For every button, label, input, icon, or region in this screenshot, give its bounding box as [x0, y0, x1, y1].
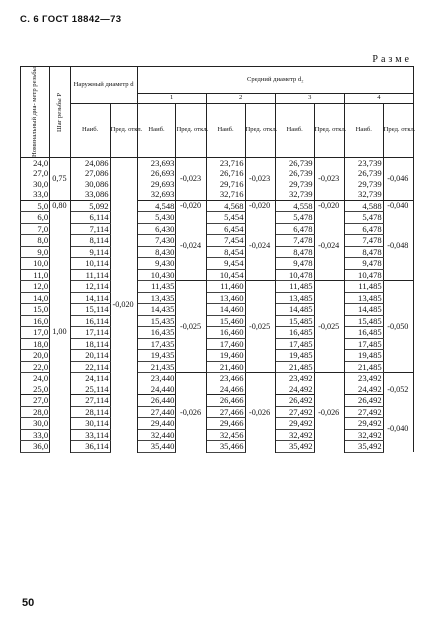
pitch-diameter-g3-nominal-cell: 29,492: [275, 418, 314, 430]
pitch-diameter-g3-nominal-cell: 10,478: [275, 269, 314, 281]
nominal-diameter-cell: 16,0: [21, 315, 50, 327]
nominal-diameter-cell: 17,0: [21, 327, 50, 339]
pitch-diameter-g1-nominal-cell: 29,440: [137, 418, 176, 430]
pitch-diameter-g1-nominal-cell: 15,435: [137, 315, 176, 327]
pitch-diameter-g1-nominal-cell: 17,435: [137, 338, 176, 350]
pitch-diameter-g1-nominal-cell: 11,435: [137, 281, 176, 293]
pitch-diameter-g4-nominal-cell: 15,485: [344, 315, 383, 327]
outer-diameter-nominal-cell: 36,114: [70, 441, 110, 453]
pitch-diameter-g2-nominal-cell: 5,454: [206, 212, 245, 224]
pitch-diameter-g3-nominal-cell: 9,478: [275, 258, 314, 270]
nominal-diameter-cell: 10,0: [21, 258, 50, 270]
pitch-diameter-g1-nominal-cell: 32,693: [137, 189, 176, 200]
table-row: [21, 168, 414, 179]
outer-diameter-nominal-cell: 17,114: [70, 327, 110, 339]
pitch-diameter-g2-deviation-cell: -0,026: [245, 373, 275, 453]
pitch-diameter-g3-nominal-cell: 4,558: [275, 200, 314, 212]
pitch-diameter-g2-nominal-cell: 23,716: [206, 157, 245, 168]
pitch-diameter-g4-nominal-cell: 8,478: [344, 246, 383, 258]
nominal-diameter-cell: 30,0: [21, 418, 50, 430]
nominal-diameter-cell: 5,0: [21, 200, 50, 212]
nominal-diameter-cell: 25,0: [21, 384, 50, 395]
nominal-diameter-cell: 18,0: [21, 338, 50, 350]
pitch-diameter-g3-nominal-cell: 8,478: [275, 246, 314, 258]
pitch-diameter-g4-nominal-cell: 24,492: [344, 384, 383, 395]
outer-diameter-nominal-cell: 20,114: [70, 350, 110, 362]
table-row: [21, 200, 414, 212]
pitch-diameter-g1-nominal-cell: 27,440: [137, 406, 176, 418]
pitch-diameter-g3-nominal-cell: 17,485: [275, 338, 314, 350]
pitch-diameter-g3-nominal-cell: 16,485: [275, 327, 314, 339]
pitch-diameter-g1-nominal-cell: 14,435: [137, 304, 176, 316]
dimension-table: [20, 66, 414, 578]
pitch-diameter-g2-nominal-cell: 4,568: [206, 200, 245, 212]
col-outer-deviation: Пред. откл.: [110, 104, 137, 158]
pitch-diameter-g1-nominal-cell: 21,435: [137, 361, 176, 373]
table-row: [21, 223, 414, 235]
pitch-diameter-g4-nominal-cell: 11,485: [344, 281, 383, 293]
nominal-diameter-cell: 14,0: [21, 292, 50, 304]
col-g3-deviation: Пред. откл.: [314, 104, 344, 158]
pitch-diameter-g2-nominal-cell: 32,456: [206, 429, 245, 441]
nominal-diameter-cell: 20,0: [21, 350, 50, 362]
pitch-diameter-g3-nominal-cell: 19,485: [275, 350, 314, 362]
pitch-diameter-g4-nominal-cell: 27,492: [344, 406, 383, 418]
section-label: Разме: [372, 54, 412, 65]
pitch-diameter-g2-nominal-cell: 27,466: [206, 406, 245, 418]
col-nominal-diameter: Номинальный диа- метр резьбы: [21, 67, 50, 158]
table-row: [21, 281, 414, 293]
col-g2-nominal: Наиб.: [206, 104, 245, 158]
outer-diameter-deviation-cell: -0,020: [110, 157, 137, 452]
pitch-diameter-g3-nominal-cell: 13,485: [275, 292, 314, 304]
nominal-diameter-cell: 30,0: [21, 179, 50, 190]
pitch-diameter-g2-nominal-cell: 8,454: [206, 246, 245, 258]
pitch-diameter-g3-nominal-cell: 26,739: [275, 168, 314, 179]
pitch-diameter-g1-deviation-cell: -0,020: [176, 200, 206, 212]
table-row: [21, 395, 414, 407]
nominal-diameter-cell: 27,0: [21, 168, 50, 179]
pitch-diameter-g4-nominal-cell: 19,485: [344, 350, 383, 362]
pitch-diameter-g1-nominal-cell: 13,435: [137, 292, 176, 304]
pitch-diameter-g2-nominal-cell: 11,460: [206, 281, 245, 293]
pitch-diameter-g4-nominal-cell: 6,478: [344, 223, 383, 235]
table-row: [21, 304, 414, 316]
nominal-diameter-cell: 36,0: [21, 441, 50, 453]
pitch-diameter-g4-nominal-cell: 29,492: [344, 418, 383, 430]
pitch-diameter-g3-nominal-cell: 5,478: [275, 212, 314, 224]
pitch-diameter-g2-deviation-cell: -0,020: [245, 200, 275, 212]
pitch-diameter-g3-nominal-cell: 32,492: [275, 429, 314, 441]
pitch-diameter-g1-nominal-cell: 29,693: [137, 179, 176, 190]
pitch-diameter-g3-nominal-cell: 6,478: [275, 223, 314, 235]
table-row: [21, 373, 414, 384]
pitch-diameter-g1-nominal-cell: 6,430: [137, 223, 176, 235]
col-outer-nominal: Наиб.: [70, 104, 110, 158]
group-header-3: 3: [275, 93, 344, 103]
pitch-diameter-g3-nominal-cell: 29,739: [275, 179, 314, 190]
group-header-1: 1: [137, 93, 206, 103]
nominal-diameter-cell: 24,0: [21, 373, 50, 384]
pitch-diameter-g2-nominal-cell: 26,466: [206, 395, 245, 407]
pitch-diameter-g2-nominal-cell: 23,466: [206, 373, 245, 384]
nominal-diameter-cell: 22,0: [21, 361, 50, 373]
pitch-diameter-g1-nominal-cell: 4,548: [137, 200, 176, 212]
pitch-diameter-g1-nominal-cell: 32,440: [137, 429, 176, 441]
pitch-diameter-g4-nominal-cell: 5,478: [344, 212, 383, 224]
pitch-diameter-g3-nominal-cell: 26,492: [275, 395, 314, 407]
page-number: 50: [22, 597, 35, 609]
pitch-diameter-g3-deviation-cell: -0,025: [314, 281, 344, 373]
outer-diameter-nominal-cell: 16,114: [70, 315, 110, 327]
table-row: [21, 179, 414, 190]
table-row: [21, 189, 414, 200]
pitch-diameter-g2-deviation-cell: -0,024: [245, 212, 275, 281]
pitch-diameter-g4-nominal-cell: 4,588: [344, 200, 383, 212]
outer-diameter-nominal-cell: 30,114: [70, 418, 110, 430]
pitch-diameter-g2-nominal-cell: 19,460: [206, 350, 245, 362]
pitch-diameter-g4-nominal-cell: 29,739: [344, 179, 383, 190]
nominal-diameter-cell: 27,0: [21, 395, 50, 407]
table-row: [21, 406, 414, 418]
pitch-cell: 0,75: [50, 157, 71, 200]
pitch-diameter-g4-nominal-cell: 14,485: [344, 304, 383, 316]
pitch-diameter-g4-nominal-cell: 21,485: [344, 361, 383, 373]
nominal-diameter-cell: 12,0: [21, 281, 50, 293]
pitch-diameter-g4-nominal-cell: 16,485: [344, 327, 383, 339]
nominal-diameter-cell: 33,0: [21, 189, 50, 200]
group-header-4: 4: [344, 93, 413, 103]
outer-diameter-nominal-cell: 22,114: [70, 361, 110, 373]
col-outer-diameter: Наружный диаметр d: [70, 67, 137, 104]
nominal-diameter-cell: 24,0: [21, 157, 50, 168]
pitch-diameter-g1-nominal-cell: 5,430: [137, 212, 176, 224]
nominal-diameter-cell: 7,0: [21, 223, 50, 235]
outer-diameter-nominal-cell: 25,114: [70, 384, 110, 395]
pitch-diameter-g1-deviation-cell: -0,026: [176, 373, 206, 453]
outer-diameter-nominal-cell: 15,114: [70, 304, 110, 316]
outer-diameter-nominal-cell: 33,114: [70, 429, 110, 441]
pitch-diameter-g1-nominal-cell: 26,693: [137, 168, 176, 179]
table-row: [21, 384, 414, 395]
pitch-diameter-g2-nominal-cell: 15,460: [206, 315, 245, 327]
table-row: [21, 212, 414, 224]
pitch-diameter-g4-nominal-cell: 13,485: [344, 292, 383, 304]
pitch-diameter-g1-nominal-cell: 8,430: [137, 246, 176, 258]
pitch-diameter-g3-nominal-cell: 26,739: [275, 157, 314, 168]
outer-diameter-nominal-cell: 24,086: [70, 157, 110, 168]
pitch-diameter-g2-nominal-cell: 14,460: [206, 304, 245, 316]
outer-diameter-nominal-cell: 18,114: [70, 338, 110, 350]
pitch-diameter-g4-deviation-cell: -0,046: [383, 157, 413, 200]
pitch-diameter-g1-nominal-cell: 23,693: [137, 157, 176, 168]
table-row: [21, 441, 414, 453]
pitch-diameter-g4-deviation-cell: -0,050: [383, 281, 413, 373]
pitch-diameter-g2-nominal-cell: 16,460: [206, 327, 245, 339]
pitch-diameter-g3-deviation-cell: -0,023: [314, 157, 344, 200]
pitch-diameter-g2-nominal-cell: 32,716: [206, 189, 245, 200]
pitch-diameter-g4-nominal-cell: 17,485: [344, 338, 383, 350]
pitch-diameter-g3-nominal-cell: 32,739: [275, 189, 314, 200]
outer-diameter-nominal-cell: 5,092: [70, 200, 110, 212]
nominal-diameter-cell: 8,0: [21, 235, 50, 247]
pitch-cell: 1,00: [50, 212, 71, 453]
table-row: [21, 157, 414, 168]
pitch-diameter-g2-nominal-cell: 10,454: [206, 269, 245, 281]
pitch-diameter-g1-nominal-cell: 16,435: [137, 327, 176, 339]
pitch-diameter-g3-deviation-cell: -0,020: [314, 200, 344, 212]
outer-diameter-nominal-cell: 7,114: [70, 223, 110, 235]
pitch-diameter-g3-nominal-cell: 27,492: [275, 406, 314, 418]
col-g1-deviation: Пред. откл.: [176, 104, 206, 158]
nominal-diameter-cell: 9,0: [21, 246, 50, 258]
pitch-diameter-g2-nominal-cell: 26,716: [206, 168, 245, 179]
outer-diameter-nominal-cell: 10,114: [70, 258, 110, 270]
outer-diameter-nominal-cell: 6,114: [70, 212, 110, 224]
pitch-diameter-g4-nominal-cell: 32,739: [344, 189, 383, 200]
outer-diameter-nominal-cell: 27,114: [70, 395, 110, 407]
table-row: [21, 292, 414, 304]
col-g4-nominal: Наиб.: [344, 104, 383, 158]
pitch-diameter-g4-nominal-cell: 35,492: [344, 441, 383, 453]
pitch-diameter-g4-nominal-cell: 26,492: [344, 395, 383, 407]
table-row: [21, 269, 414, 281]
page-header: С. 6 ГОСТ 18842—73: [20, 14, 122, 25]
table-row: [21, 246, 414, 258]
pitch-cell: 0,80: [50, 200, 71, 212]
col-pitch-diameter: Средний диаметр d₂: [137, 67, 413, 94]
pitch-diameter-g2-nominal-cell: 29,716: [206, 179, 245, 190]
pitch-diameter-g2-deviation-cell: -0,023: [245, 157, 275, 200]
pitch-diameter-g4-deviation-cell: -0,048: [383, 212, 413, 281]
pitch-diameter-g4-nominal-cell: 32,492: [344, 429, 383, 441]
col-pitch: Шаг резьбы P: [50, 67, 71, 158]
pitch-diameter-g3-nominal-cell: 23,492: [275, 373, 314, 384]
pitch-diameter-g4-deviation-cell: -0,040: [383, 200, 413, 212]
outer-diameter-nominal-cell: 9,114: [70, 246, 110, 258]
group-header-2: 2: [206, 93, 275, 103]
outer-diameter-nominal-cell: 24,114: [70, 373, 110, 384]
pitch-diameter-g3-nominal-cell: 35,492: [275, 441, 314, 453]
col-g1-nominal: Наиб.: [137, 104, 176, 158]
pitch-diameter-g1-nominal-cell: 26,440: [137, 395, 176, 407]
nominal-diameter-cell: 33,0: [21, 429, 50, 441]
nominal-diameter-cell: 6,0: [21, 212, 50, 224]
pitch-diameter-g1-nominal-cell: 19,435: [137, 350, 176, 362]
pitch-diameter-g4-nominal-cell: 23,739: [344, 157, 383, 168]
pitch-diameter-g1-nominal-cell: 7,430: [137, 235, 176, 247]
pitch-diameter-g1-nominal-cell: 35,440: [137, 441, 176, 453]
pitch-diameter-g2-deviation-cell: -0,025: [245, 281, 275, 373]
outer-diameter-nominal-cell: 27,086: [70, 168, 110, 179]
table-row: [21, 235, 414, 247]
pitch-diameter-g1-nominal-cell: 10,430: [137, 269, 176, 281]
pitch-diameter-g3-deviation-cell: -0,024: [314, 212, 344, 281]
nominal-diameter-cell: 11,0: [21, 269, 50, 281]
pitch-diameter-g4-nominal-cell: 23,492: [344, 373, 383, 384]
pitch-diameter-g4-deviation-cell: -0,040: [383, 406, 413, 452]
table-row: [21, 258, 414, 270]
table-row: [21, 338, 414, 350]
pitch-diameter-g3-nominal-cell: 11,485: [275, 281, 314, 293]
table-row: [21, 418, 414, 430]
pitch-diameter-g4-nominal-cell: 10,478: [344, 269, 383, 281]
pitch-diameter-g2-nominal-cell: 29,466: [206, 418, 245, 430]
outer-diameter-nominal-cell: 12,114: [70, 281, 110, 293]
pitch-diameter-g2-nominal-cell: 7,454: [206, 235, 245, 247]
table-row: [21, 327, 414, 339]
pitch-diameter-g4-nominal-cell: 7,478: [344, 235, 383, 247]
table-row: [21, 315, 414, 327]
pitch-diameter-g4-nominal-cell: 26,739: [344, 168, 383, 179]
pitch-diameter-g1-deviation-cell: -0,023: [176, 157, 206, 200]
pitch-diameter-g3-nominal-cell: 7,478: [275, 235, 314, 247]
outer-diameter-nominal-cell: 11,114: [70, 269, 110, 281]
pitch-diameter-g3-nominal-cell: 14,485: [275, 304, 314, 316]
nominal-diameter-cell: 28,0: [21, 406, 50, 418]
table-row: [21, 429, 414, 441]
outer-diameter-nominal-cell: 30,086: [70, 179, 110, 190]
outer-diameter-nominal-cell: 28,114: [70, 406, 110, 418]
pitch-diameter-g4-deviation-cell: -0,052: [383, 373, 413, 407]
table-row: [21, 350, 414, 362]
pitch-diameter-g3-nominal-cell: 24,492: [275, 384, 314, 395]
pitch-diameter-g3-nominal-cell: 21,485: [275, 361, 314, 373]
pitch-diameter-g2-nominal-cell: 13,460: [206, 292, 245, 304]
pitch-diameter-g3-nominal-cell: 15,485: [275, 315, 314, 327]
pitch-diameter-g4-nominal-cell: 9,478: [344, 258, 383, 270]
pitch-diameter-g1-nominal-cell: 24,440: [137, 384, 176, 395]
pitch-diameter-g2-nominal-cell: 35,466: [206, 441, 245, 453]
col-g4-deviation: Пред. откл.: [383, 104, 413, 158]
pitch-diameter-g2-nominal-cell: 24,466: [206, 384, 245, 395]
pitch-diameter-g1-deviation-cell: -0,025: [176, 281, 206, 373]
outer-diameter-nominal-cell: 14,114: [70, 292, 110, 304]
col-g3-nominal: Наиб.: [275, 104, 314, 158]
pitch-diameter-g2-nominal-cell: 21,460: [206, 361, 245, 373]
pitch-diameter-g2-nominal-cell: 6,454: [206, 223, 245, 235]
pitch-diameter-g1-nominal-cell: 9,430: [137, 258, 176, 270]
pitch-diameter-g2-nominal-cell: 9,454: [206, 258, 245, 270]
pitch-diameter-g1-nominal-cell: 23,440: [137, 373, 176, 384]
nominal-diameter-cell: 15,0: [21, 304, 50, 316]
table-row: [21, 361, 414, 373]
pitch-diameter-g1-deviation-cell: -0,024: [176, 212, 206, 281]
pitch-diameter-g3-deviation-cell: -0,026: [314, 373, 344, 453]
col-g2-deviation: Пред. откл.: [245, 104, 275, 158]
outer-diameter-nominal-cell: 8,114: [70, 235, 110, 247]
outer-diameter-nominal-cell: 33,086: [70, 189, 110, 200]
pitch-diameter-g2-nominal-cell: 17,460: [206, 338, 245, 350]
